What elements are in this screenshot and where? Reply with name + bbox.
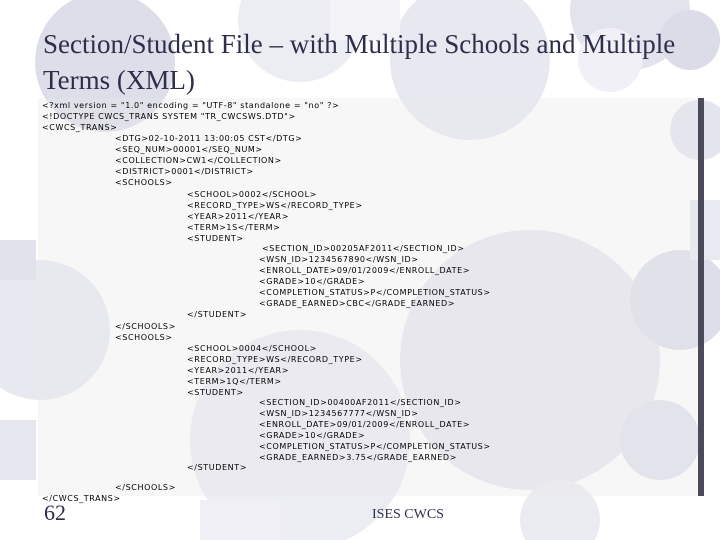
code-line: </SCHOOLS> (115, 322, 176, 331)
code-line: <YEAR>2011</YEAR> (187, 366, 290, 375)
code-line: <DISTRICT>0001</DISTRICT> (115, 167, 254, 176)
code-line: <COMPLETION_STATUS>P</COMPLETION_STATUS> (259, 288, 491, 297)
code-line: <COLLECTION>CW1</COLLECTION> (115, 156, 282, 165)
code-line: </STUDENT> (187, 463, 248, 472)
code-line: <STUDENT> (187, 234, 244, 243)
code-line: <GRADE>10</GRADE> (259, 431, 366, 440)
code-line: <SCHOOL>0004</SCHOOL> (187, 344, 317, 353)
code-line: <?xml version = "1.0" encoding = "UTF-8" standalone = "no" ?> (42, 101, 340, 110)
code-line: <RECORD_TYPE>WS</RECORD_TYPE> (187, 201, 363, 210)
page-number: 62 (44, 500, 66, 525)
code-line: <GRADE>10</GRADE> (259, 277, 366, 286)
code-line: <SEQ_NUM>00001</SEQ_NUM> (115, 145, 263, 154)
code-line: </STUDENT> (187, 310, 248, 319)
xml-code (38, 98, 491, 503)
code-box-edge (698, 98, 704, 496)
code-line: <!DOCTYPE CWCS_TRANS SYSTEM "TR_CWCSWS.DTD"> (42, 112, 296, 121)
code-line: <TERM>1S</TERM> (187, 223, 281, 232)
code-line: <GRADE_EARNED>3.75</GRADE_EARNED> (259, 453, 457, 462)
code-line: <ENROLL_DATE>09/01/2009</ENROLL_DATE> (259, 266, 471, 275)
slide-title: Section/Student File – with Multiple Schools and Multiple Terms (XML) (43, 29, 676, 95)
code-line: <SCHOOLS> (115, 333, 173, 342)
bg-square (0, 240, 36, 280)
code-line: </CWCS_TRANS> (42, 494, 121, 503)
code-line: <DTG>02-10-2011 13:00:05 CST</DTG> (115, 134, 303, 143)
code-line: <ENROLL_DATE>09/01/2009</ENROLL_DATE> (259, 420, 471, 429)
code-line: <WSN_ID>1234567890</WSN_ID> (259, 255, 419, 264)
code-line: <RECORD_TYPE>WS</RECORD_TYPE> (187, 355, 363, 364)
code-line: <SECTION_ID>00205AF2011</SECTION_ID> (262, 244, 465, 253)
footer-text: ISES CWCS (372, 507, 444, 522)
code-line: <WSN_ID>1234567777</WSN_ID> (259, 409, 419, 418)
code-line: <COMPLETION_STATUS>P</COMPLETION_STATUS> (259, 442, 491, 451)
code-line: <SCHOOLS> (115, 178, 173, 187)
code-line: </SCHOOLS> (115, 483, 176, 492)
code-line: <YEAR>2011</YEAR> (187, 212, 290, 221)
xml-code-box (38, 98, 704, 503)
code-line: <CWCS_TRANS> (42, 123, 118, 132)
code-line: <SECTION_ID>00400AF2011</SECTION_ID> (259, 398, 462, 407)
code-line: <SCHOOL>0002</SCHOOL> (187, 190, 317, 199)
code-line: <STUDENT> (187, 388, 244, 397)
code-line: <GRADE_EARNED>CBC</GRADE_EARNED> (259, 299, 456, 308)
bg-square (200, 500, 280, 540)
code-line: <TERM>1Q</TERM> (187, 377, 282, 386)
bg-square (0, 420, 36, 480)
